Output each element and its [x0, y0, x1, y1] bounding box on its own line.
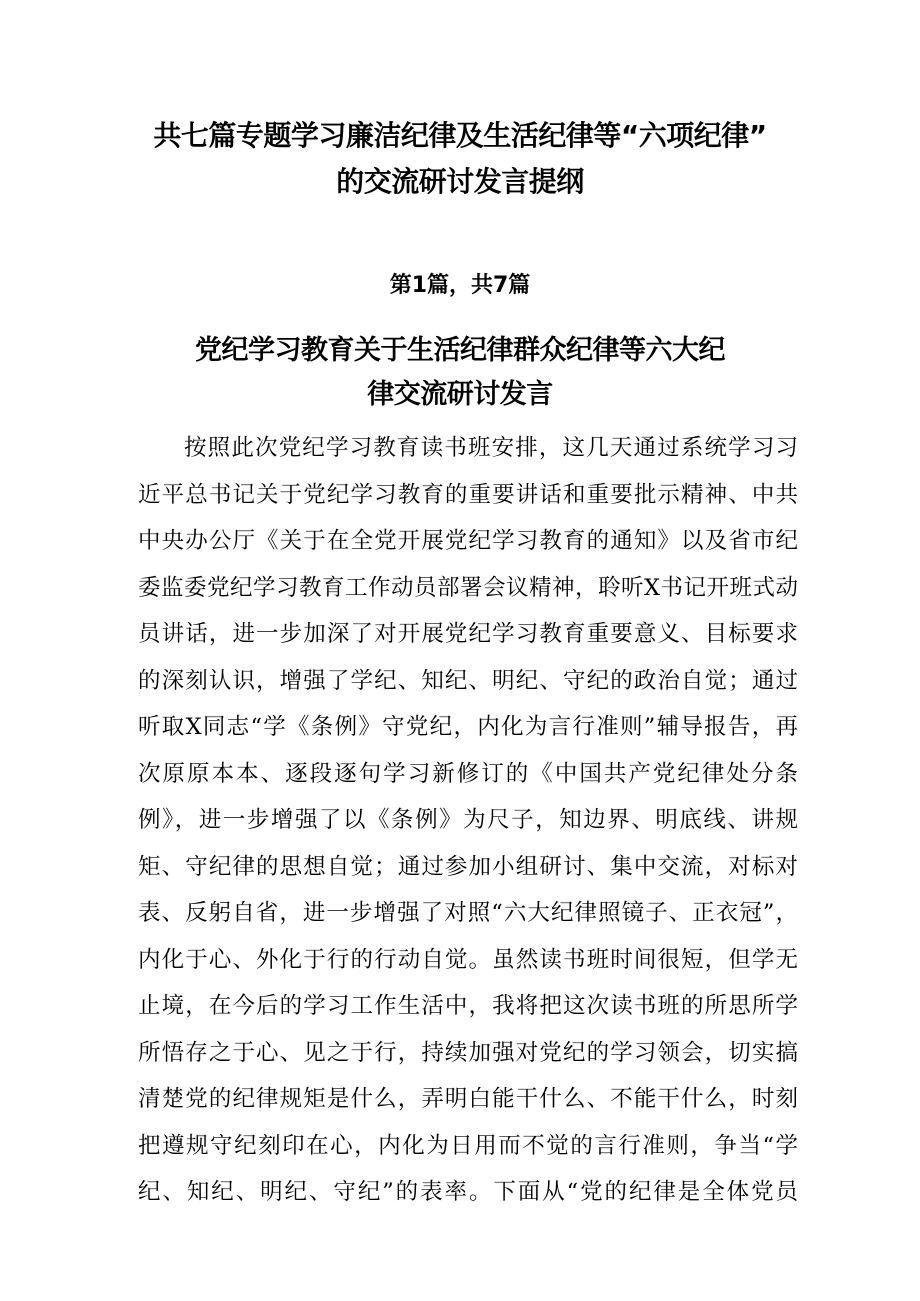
body-line: 矩、守纪律的思想自觉；通过参加小组研讨、集中交流，对标对 — [138, 853, 798, 880]
body-line: 次原原本本、逐段逐句学习新修订的《中国共产党纪律处分条 — [138, 760, 798, 787]
body-line: 止境，在今后的学习工作生活中，我将把这次读书班的所思所学 — [138, 993, 798, 1019]
section-title-line-1: 党纪学习教育关于生活纪律群众纪律等六大纪 — [195, 335, 725, 366]
body-line: 近平总书记关于党纪学习教育的重要讲话和重要批示精神、中共 — [138, 481, 798, 508]
body-line: 把遵规守纪刻印在心，内化为日用而不觉的言行准则，争当“学 — [138, 1132, 798, 1159]
body-line: 的深刻认识，增强了学纪、知纪、明纪、守纪的政治自觉；通过 — [138, 667, 798, 694]
body-paragraph — [138, 425, 798, 1216]
document-title-line-2: 的交流研讨发言提纲 — [336, 165, 584, 198]
body-line: 表、反躬自省，进一步增强了对照“六大纪律照镜子、正衣冠”， — [138, 900, 798, 926]
body-line: 按照此次党纪学习教育读书班安排，这几天通过系统学习习 — [184, 435, 798, 461]
document-title-line-1: 共七篇专题学习廉洁纪律及生活纪律等“六项纪律” — [153, 119, 767, 152]
body-line: 中央办公厅《关于在全党开展党纪学习教育的通知》以及省市纪 — [138, 528, 798, 554]
body-line: 员讲话，进一步加深了对开展党纪学习教育重要意义、目标要求 — [138, 621, 798, 647]
body-line: 所悟存之于心、见之于行，持续加强对党纪的学习领会，切实搞 — [138, 1039, 798, 1066]
body-line: 纪、知纪、明纪、守纪”的表率。下面从“党的纪律是全体党员 — [138, 1179, 798, 1205]
body-line: 委监委党纪学习教育工作动员部署会议精神，聆听X书记开班式动 — [138, 574, 798, 601]
part-label: 第1篇，共7篇 — [389, 273, 531, 298]
body-line: 听取X同志“学《条例》守党纪，内化为言行准则”辅导报告，再 — [138, 714, 798, 740]
section-title-line-2: 律交流研讨发言 — [367, 379, 553, 410]
body-line: 例》，进一步增强了以《条例》为尺子，知边界、明底线、讲规 — [138, 807, 798, 833]
body-line: 内化于心、外化于行的行动自觉。虽然读书班时间很短，但学无 — [138, 946, 798, 973]
body-line: 清楚党的纪律规矩是什么，弄明白能干什么、不能干什么，时刻 — [138, 1086, 798, 1112]
